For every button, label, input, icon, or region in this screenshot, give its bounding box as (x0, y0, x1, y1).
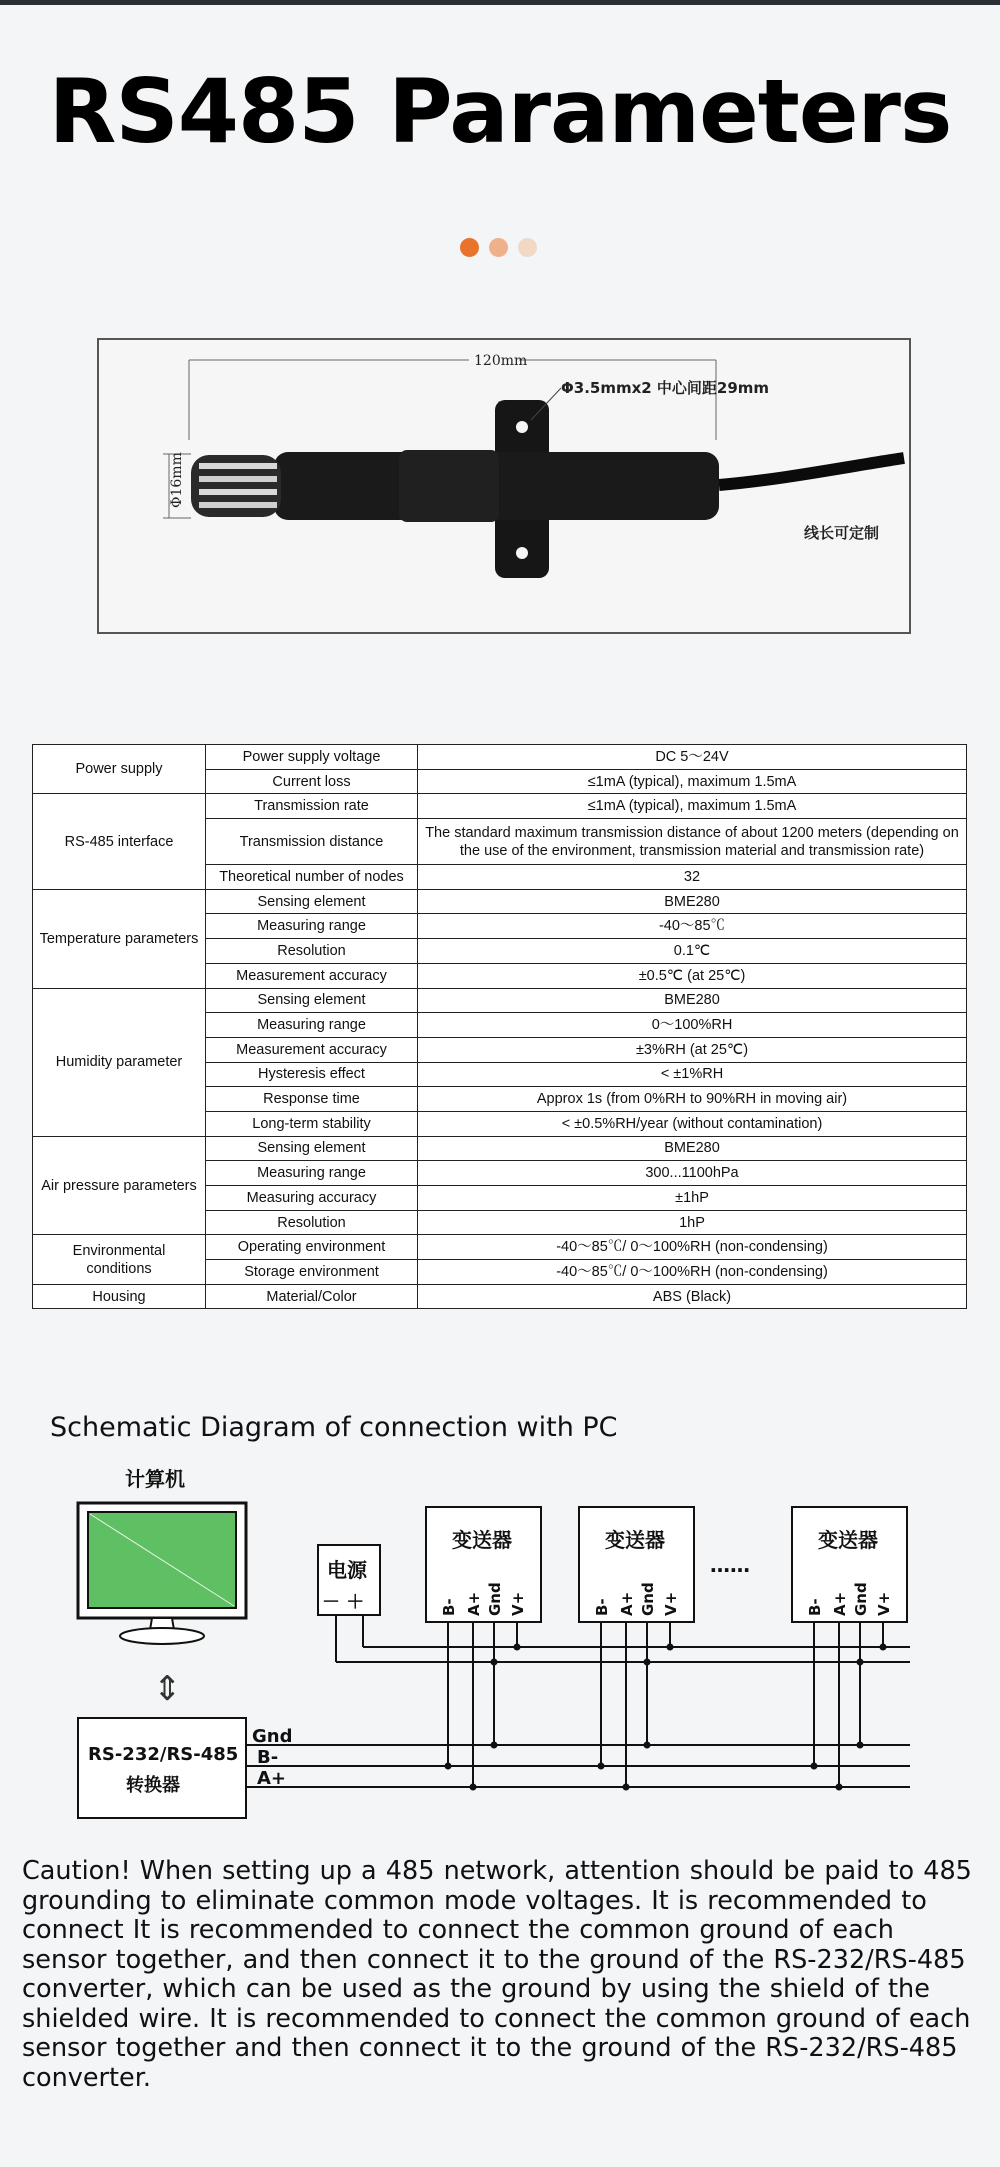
transmitter-label: 变送器 (452, 1528, 512, 1552)
spec-param-cell: Long-term stability (206, 1111, 418, 1136)
spec-param-cell: Response time (206, 1087, 418, 1112)
spec-value-cell: BME280 (418, 889, 967, 914)
junction-dot (470, 1784, 477, 1791)
power-label: 电源 (327, 1558, 367, 1582)
carousel-dot[interactable] (460, 238, 479, 257)
spec-value-cell: Approx 1s (from 0%RH to 90%RH in moving air) (418, 1087, 967, 1112)
spec-param-cell: Measuring range (206, 914, 418, 939)
bus-label-b: B- (257, 1747, 279, 1768)
transmitter-pin-label: A+ (618, 1591, 636, 1616)
spec-value-cell: 1hP (418, 1210, 967, 1235)
junction-dot (598, 1763, 605, 1770)
spec-row (33, 745, 967, 770)
junction-dot (445, 1763, 452, 1770)
length-label: 120mm (474, 353, 528, 369)
spec-value-cell: ±0.5℃ (at 25℃) (418, 963, 967, 988)
spec-table (32, 744, 967, 1309)
spec-value-cell: 300...1100hPa (418, 1161, 967, 1186)
junction-dot (857, 1742, 864, 1749)
spec-param-cell: Measuring accuracy (206, 1186, 418, 1211)
spec-value-cell: 0～100%RH (418, 1013, 967, 1038)
spec-value-cell: BME280 (418, 1136, 967, 1161)
bus-label-a: A+ (257, 1768, 287, 1789)
converter-label-line2: 转换器 (126, 1775, 180, 1796)
spec-param-cell: Sensing element (206, 988, 418, 1013)
junction-dot (836, 1784, 843, 1791)
spec-param-cell: Measurement accuracy (206, 1037, 418, 1062)
spec-row (33, 1136, 967, 1161)
transmitter-pin-label: Gnd (639, 1582, 657, 1616)
spec-group-cell: RS-485 interface (33, 794, 206, 889)
junction-dot (644, 1742, 651, 1749)
spec-value-cell: ABS (Black) (418, 1284, 967, 1309)
transmitter-pin-label: V+ (662, 1591, 680, 1616)
spec-param-cell: Sensing element (206, 1136, 418, 1161)
spec-param-cell: Storage environment (206, 1260, 418, 1285)
junction-dot (880, 1644, 887, 1651)
spec-group-cell: Power supply (33, 745, 206, 794)
spec-group-cell: Housing (33, 1284, 206, 1309)
transmitter-pin-label: V+ (509, 1591, 527, 1616)
junction-dot (514, 1644, 521, 1651)
spec-param-cell: Sensing element (206, 889, 418, 914)
spec-value-cell: < ±1%RH (418, 1062, 967, 1087)
bidirectional-arrow-icon: ⇕ (153, 1669, 182, 1709)
transmitter-pin-label: A+ (465, 1591, 483, 1616)
spec-row (33, 889, 967, 914)
transmitter-pin-label: Gnd (486, 1582, 504, 1616)
schematic-title: Schematic Diagram of connection with PC (50, 1412, 618, 1443)
spec-param-cell: Measuring range (206, 1013, 418, 1038)
spec-group-cell: Environmental conditions (33, 1235, 206, 1284)
spec-value-cell: ±3%RH (at 25℃) (418, 1037, 967, 1062)
spec-value-cell: -40～85℃ (418, 914, 967, 939)
junction-dot (667, 1644, 674, 1651)
spec-value-cell: ±1hP (418, 1186, 967, 1211)
sensor-drawing (99, 340, 909, 632)
transmitter-pin-label: Gnd (852, 1582, 870, 1616)
spec-param-cell: Transmission distance (206, 819, 418, 865)
product-dimension-image (97, 338, 911, 634)
spec-row (33, 794, 967, 819)
transmitter-pin-label: B- (593, 1598, 611, 1616)
spec-value-cell: The standard maximum transmission distance of about 1200 meters (depending on the use of the environment, transmission material and transmission rate) (418, 819, 967, 865)
converter-box (78, 1718, 246, 1818)
spec-param-cell: Material/Color (206, 1284, 418, 1309)
diameter-label: Φ16mm (169, 452, 185, 508)
ellipsis: …… (710, 1553, 750, 1577)
spec-param-cell: Measurement accuracy (206, 963, 418, 988)
spec-value-cell: BME280 (418, 988, 967, 1013)
spec-param-cell: Operating environment (206, 1235, 418, 1260)
carousel-dot[interactable] (489, 238, 508, 257)
converter-label-line1: RS-232/RS-485 (88, 1744, 239, 1765)
spec-param-cell: Hysteresis effect (206, 1062, 418, 1087)
spec-value-cell: ≤1mA (typical), maximum 1.5mA (418, 794, 967, 819)
spec-row (33, 1284, 967, 1309)
spec-param-cell: Current loss (206, 769, 418, 794)
carousel-dot[interactable] (518, 238, 537, 257)
spec-value-cell: ≤1mA (typical), maximum 1.5mA (418, 769, 967, 794)
hole-label: Φ3.5mmx2 中心间距29mm (561, 379, 770, 397)
spec-table-body (33, 745, 967, 1309)
page-title: RS485 Parameters (48, 60, 952, 163)
spec-param-cell: Resolution (206, 1210, 418, 1235)
connection-schematic (60, 1460, 920, 1830)
carousel-indicator (460, 238, 537, 257)
spec-group-cell: Air pressure parameters (33, 1136, 206, 1235)
transmitter-pin-label: B- (806, 1598, 824, 1616)
spec-param-cell: Measuring range (206, 1161, 418, 1186)
spec-value-cell: 32 (418, 865, 967, 890)
spec-param-cell: Transmission rate (206, 794, 418, 819)
caution-text: Caution! When setting up a 485 network, attention should be paid to 485 grounding to eliminate common mode voltages. It is recommended to connect It is recommended to connect the common ground of each sensor together, and then connect it to the ground of the RS-232/RS-485 converter, which can be used as the ground by using the shield of the shielded wire. It is recommended to connect the common ground of each sensor together and then connect it to the ground of the RS-232/RS-485 converter. (22, 1856, 972, 2093)
junction-dot (491, 1742, 498, 1749)
spec-value-cell: 0.1℃ (418, 939, 967, 964)
spec-group-cell: Humidity parameter (33, 988, 206, 1136)
top-bar (0, 0, 1000, 5)
spec-row (33, 1235, 967, 1260)
transmitter-label: 变送器 (818, 1528, 878, 1552)
spec-value-cell: -40～85℃/ 0～100%RH (non-condensing) (418, 1260, 967, 1285)
spec-value-cell: < ±0.5%RH/year (without contamination) (418, 1111, 967, 1136)
junction-dot (623, 1784, 630, 1791)
spec-param-cell: Theoretical number of nodes (206, 865, 418, 890)
spec-value-cell: DC 5～24V (418, 745, 967, 770)
transmitter-pin-label: V+ (875, 1591, 893, 1616)
cable-length-label: 线长可定制 (804, 524, 880, 542)
computer-label: 计算机 (125, 1467, 185, 1491)
bus-label-gnd: Gnd (252, 1726, 293, 1747)
spec-row (33, 988, 967, 1013)
junction-dot (811, 1763, 818, 1770)
power-pins: － ＋ (322, 1592, 365, 1613)
spec-param-cell: Power supply voltage (206, 745, 418, 770)
transmitter-label: 变送器 (605, 1528, 665, 1552)
spec-group-cell: Temperature parameters (33, 889, 206, 988)
transmitter-pin-label: B- (440, 1598, 458, 1616)
spec-value-cell: -40～85℃/ 0～100%RH (non-condensing) (418, 1235, 967, 1260)
transmitter-pin-label: A+ (831, 1591, 849, 1616)
spec-param-cell: Resolution (206, 939, 418, 964)
